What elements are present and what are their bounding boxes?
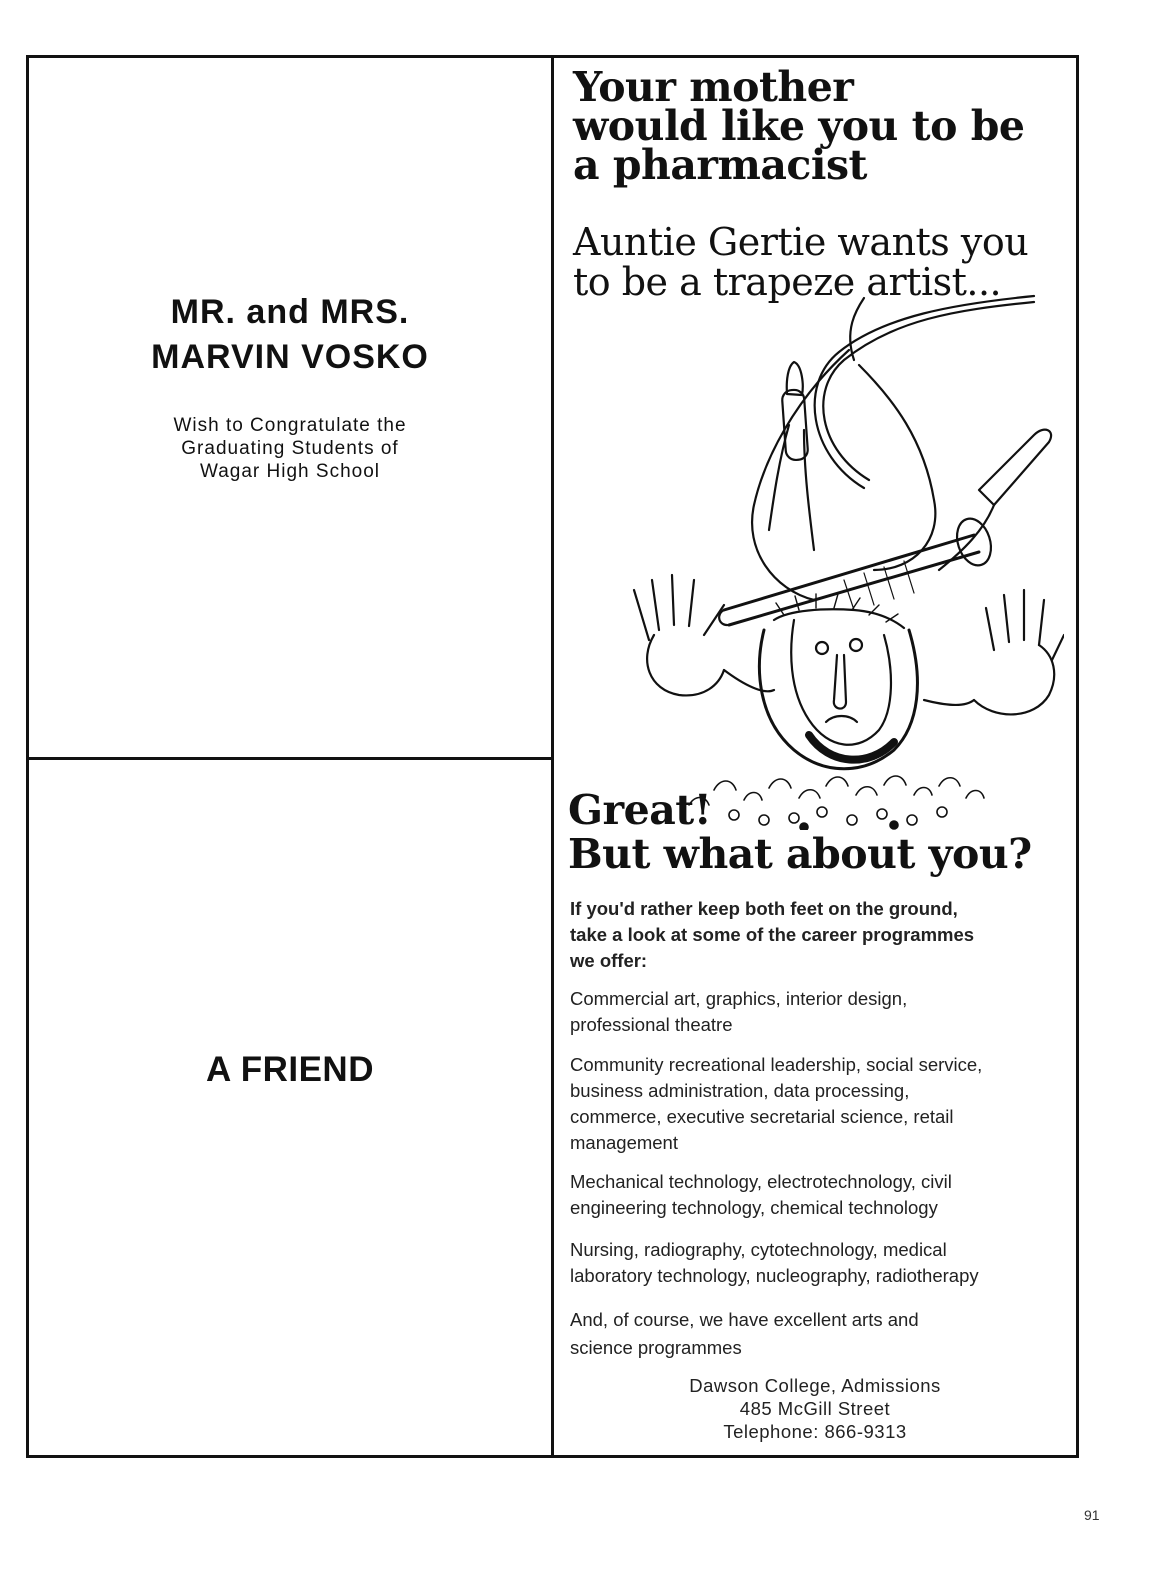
contact-line: Telephone: 866-9313 [723,1421,907,1442]
vosko-title [29,290,551,380]
page-number: 91 [1084,1507,1100,1523]
programme-line: Nursing, radiography, cytotechnology, medical [570,1239,947,1260]
headline-line: would like you to be [573,102,1025,150]
programme-block [570,1169,1075,1221]
programme-line: Commercial art, graphics, interior design, [570,988,908,1009]
dawson-ad [554,58,1076,1455]
programme-line: And, of course, we have excellent arts and [570,1309,919,1330]
programme-block [570,1237,1075,1289]
subhead-line: to be a trapeze artist... [573,260,1002,304]
great-line: But what about you? [568,830,1032,878]
ad-intro [570,896,1060,974]
programme-line: professional theatre [570,1014,733,1035]
friend-text: A FRIEND [206,1050,374,1089]
subhead-line: Auntie Gertie wants you [573,220,1029,264]
intro-line: we offer: [570,950,648,971]
ad-great-heading [568,788,1078,876]
trapeze-artist-illustration [594,290,1064,830]
programme-line: Mechanical technology, electrotechnology, civil [570,1171,952,1192]
vosko-title-line: MR. and MRS. [170,293,410,331]
vosko-wish-line: Graduating Students of [181,438,399,459]
left-box-divider [26,757,554,760]
intro-line: If you'd rather keep both feet on the ground, [570,898,958,919]
programme-line: Community recreational leadership, social service, [570,1054,983,1075]
headline-line: a pharmacist [573,141,867,189]
vosko-wish-line: Wish to Congratulate the [173,415,407,436]
programme-line: laboratory technology, nucleography, radiotherapy [570,1265,979,1286]
programme-block [570,1052,1075,1156]
vosko-wish-line: Wagar High School [200,461,380,482]
intro-line: take a look at some of the career programmes [570,924,975,945]
programme-line: science programmes [570,1337,742,1358]
contact-line: Dawson College, Admissions [689,1375,941,1396]
ad-contact [554,1374,1076,1443]
vosko-wish [29,414,551,483]
programme-block [570,986,1075,1038]
programme-line: engineering technology, chemical technology [570,1197,938,1218]
contact-line: 485 McGill Street [739,1398,891,1419]
ad-headline [573,63,1073,189]
programme-line: commerce, executive secretarial science, retail [570,1106,954,1127]
great-line: Great! [568,786,712,834]
vosko-title-line: MARVIN VOSKO [151,338,429,376]
programme-line: business administration, data processing, [570,1080,910,1101]
programme-line: management [570,1132,678,1153]
headline-line: Your mother [573,63,854,111]
programme-block [570,1306,1075,1362]
